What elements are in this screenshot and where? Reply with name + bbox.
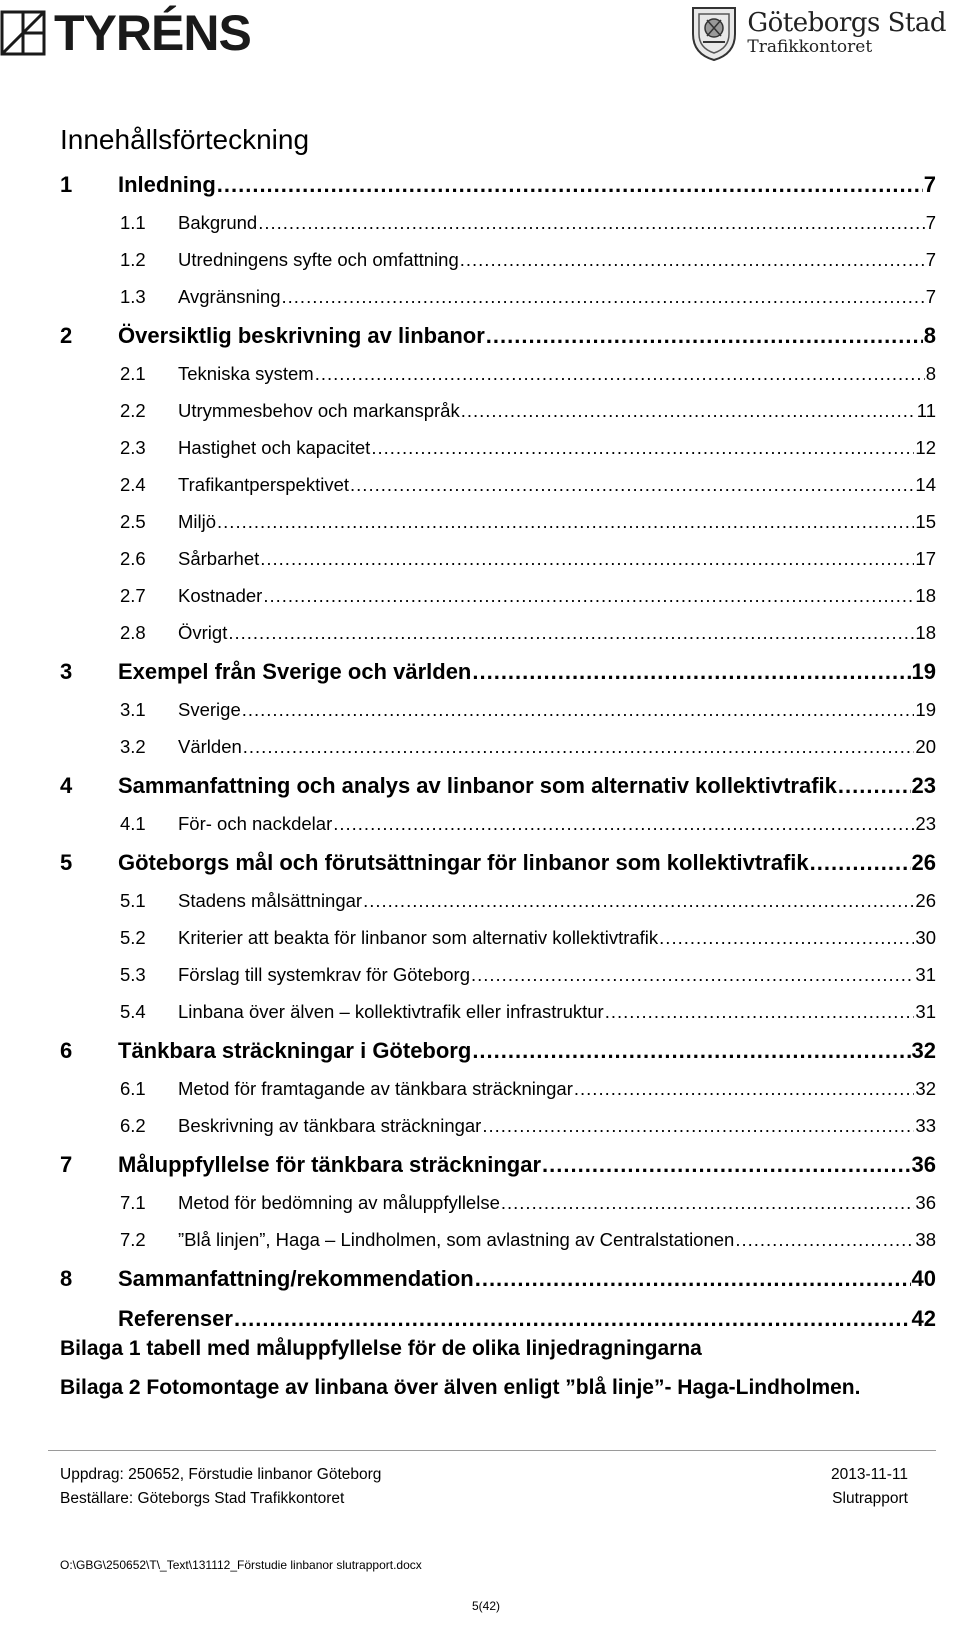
tyrens-mark-icon xyxy=(0,10,46,56)
toc-entry-number: 2.8 xyxy=(120,622,146,643)
toc-entry-page: 7 xyxy=(925,212,936,233)
goteborgs-stad-logo xyxy=(689,2,946,64)
toc-dot-leader xyxy=(574,1078,915,1100)
toc-entry[interactable] xyxy=(60,813,936,850)
toc-entry-number: 2.4 xyxy=(120,474,146,495)
toc-entry-number: 5 xyxy=(60,850,73,875)
toc-entry[interactable] xyxy=(60,249,936,286)
toc-entry-title: Övrigt xyxy=(178,622,228,643)
toc-dot-leader xyxy=(234,1306,911,1332)
toc-entry-title: Tänkbara sträckningar i Göteborg xyxy=(118,1038,472,1063)
toc-dot-leader xyxy=(263,585,914,607)
toc-entry-title: Världen xyxy=(178,736,242,757)
department-name: Trafikkontoret xyxy=(747,37,873,57)
toc-entry-page: 26 xyxy=(915,890,936,911)
toc-entry[interactable] xyxy=(60,323,936,363)
toc-entry-title: Exempel från Sverige och världen xyxy=(118,659,472,684)
footer-divider xyxy=(48,1450,936,1451)
toc-entry-number: 3 xyxy=(60,659,73,684)
toc-entry[interactable] xyxy=(60,363,936,400)
toc-entry[interactable] xyxy=(60,1192,936,1229)
toc-entry-page: 12 xyxy=(915,437,936,458)
toc-dot-leader xyxy=(217,172,923,198)
toc-entry-number: 2.1 xyxy=(120,363,146,384)
toc-entry[interactable] xyxy=(60,1229,936,1266)
toc-entry[interactable] xyxy=(60,400,936,437)
toc-entry-page: 18 xyxy=(915,585,936,606)
toc-entry-number: 6 xyxy=(60,1038,73,1063)
toc-entry-page: 26 xyxy=(911,850,936,875)
toc-entry-title: För- och nackdelar xyxy=(178,813,333,834)
toc-dot-leader xyxy=(258,212,925,234)
toc-entry-title: Metod för bedömning av måluppfyllelse xyxy=(178,1192,500,1213)
toc-entry[interactable] xyxy=(60,1078,936,1115)
toc-entry[interactable] xyxy=(60,1001,936,1038)
toc-entry-title: ”Blå linjen”, Haga – Lindholmen, som avlastning av Centralstationen xyxy=(178,1229,735,1250)
toc-dot-leader xyxy=(486,323,923,349)
page-header xyxy=(0,0,960,70)
footer-date: 2013-11-11 xyxy=(831,1466,908,1483)
toc-entry[interactable] xyxy=(60,1115,936,1152)
toc-dot-leader xyxy=(371,437,914,459)
toc-entry-number: 5.1 xyxy=(120,890,146,911)
toc-entry-page: 19 xyxy=(911,659,936,684)
toc-entry-title: Översiktlig beskrivning av linbanor xyxy=(118,323,485,348)
toc-entry-title: Linbana över älven – kollektivtrafik eller infrastruktur xyxy=(178,1001,604,1022)
toc-entry-number: 2.5 xyxy=(120,511,146,532)
toc-entry-title: Göteborgs mål och förutsättningar för linbanor som kollektivtrafik xyxy=(118,850,809,875)
toc-entry[interactable] xyxy=(60,699,936,736)
toc-entry-title: Förslag till systemkrav för Göteborg xyxy=(178,964,470,985)
toc-dot-leader xyxy=(501,1192,915,1214)
tyrens-logo xyxy=(0,6,251,60)
toc-entry-page: 23 xyxy=(915,813,936,834)
toc-dot-leader xyxy=(260,548,914,570)
toc-entry-title: Kriterier att beakta för linbanor som alternativ kollektivtrafik xyxy=(178,927,659,948)
toc-entry-title: Inledning xyxy=(118,172,216,197)
toc-entry-page: 31 xyxy=(915,964,936,985)
toc-dot-leader xyxy=(475,1266,911,1292)
toc-entry-page: 40 xyxy=(911,1266,936,1291)
toc-entry-page: 7 xyxy=(923,172,936,197)
toc-dot-leader xyxy=(659,927,914,949)
toc-entry-title: Utrymmesbehov och markanspråk xyxy=(178,400,460,421)
toc-entry-page: 7 xyxy=(925,286,936,307)
toc-entry[interactable] xyxy=(60,1266,936,1306)
toc-entry-page: 32 xyxy=(911,1038,936,1063)
toc-entry-page: 7 xyxy=(925,249,936,270)
toc-dot-leader xyxy=(472,1038,910,1064)
toc-entry-page: 14 xyxy=(915,474,936,495)
toc-entry-number: 5.2 xyxy=(120,927,146,948)
toc-entry[interactable] xyxy=(60,474,936,511)
toc-dot-leader xyxy=(735,1229,914,1251)
toc-entry-page: 17 xyxy=(915,548,936,569)
toc-entry-number: 3.1 xyxy=(120,699,146,720)
toc-dot-leader xyxy=(542,1152,910,1178)
toc-entry-title: Bakgrund xyxy=(178,212,258,233)
toc-entry-title: Kostnader xyxy=(178,585,263,606)
toc-entry-page: 19 xyxy=(915,699,936,720)
toc-entry-page: 36 xyxy=(911,1152,936,1177)
table-of-contents xyxy=(60,172,936,1346)
toc-entry-page: 30 xyxy=(915,927,936,948)
toc-entry-page: 31 xyxy=(915,1001,936,1022)
toc-entry-page: 23 xyxy=(911,773,936,798)
toc-entry-number: 2 xyxy=(60,323,73,348)
toc-entry-page: 38 xyxy=(915,1229,936,1250)
toc-dot-leader xyxy=(482,1115,914,1137)
toc-entry-title: Referenser xyxy=(118,1306,233,1331)
toc-entry-title: Måluppfyllelse för tänkbara sträckningar xyxy=(118,1152,542,1177)
footer-doc-type: Slutrapport xyxy=(832,1490,908,1507)
toc-entry-title: Stadens målsättningar xyxy=(178,890,363,911)
toc-entry-title: Avgränsning xyxy=(178,286,281,307)
toc-entry-number: 5.4 xyxy=(120,1001,146,1022)
toc-entry-number: 1.3 xyxy=(120,286,146,307)
toc-entry-page: 42 xyxy=(911,1306,936,1331)
toc-entry[interactable] xyxy=(60,585,936,622)
toc-entry-page: 20 xyxy=(915,736,936,757)
toc-entry[interactable] xyxy=(60,659,936,699)
toc-dot-leader xyxy=(605,1001,915,1023)
appendix-1: Bilaga 1 tabell med måluppfyllelse för de olika linjedragningarna xyxy=(60,1337,702,1360)
toc-entry-number: 2.7 xyxy=(120,585,146,606)
toc-entry-number: 1.2 xyxy=(120,249,146,270)
toc-entry-title: Beskrivning av tänkbara sträckningar xyxy=(178,1115,482,1136)
toc-entry[interactable] xyxy=(60,964,936,1001)
toc-entry-number: 5.3 xyxy=(120,964,146,985)
toc-entry-title: Sårbarhet xyxy=(178,548,260,569)
toc-entry-title: Metod för framtagande av tänkbara sträckningar xyxy=(178,1078,573,1099)
toc-heading: Innehållsförteckning xyxy=(60,124,310,155)
toc-dot-leader xyxy=(363,890,914,912)
toc-entry-page: 32 xyxy=(915,1078,936,1099)
toc-dot-leader xyxy=(461,400,916,422)
toc-entry-page: 36 xyxy=(915,1192,936,1213)
toc-entry[interactable] xyxy=(60,927,936,964)
toc-entry-title: Trafikantperspektivet xyxy=(178,474,350,495)
toc-dot-leader xyxy=(217,511,914,533)
toc-entry-number: 4.1 xyxy=(120,813,146,834)
footer-file-path: O:\GBG\250652\T\_Text\131112_Förstudie linbanor slutrapport.docx xyxy=(60,1558,422,1572)
toc-entry-number: 6.1 xyxy=(120,1078,146,1099)
toc-entry-number: 1.1 xyxy=(120,212,146,233)
toc-entry-number: 7.2 xyxy=(120,1229,146,1250)
toc-dot-leader xyxy=(282,286,925,308)
toc-entry[interactable] xyxy=(60,622,936,659)
toc-dot-leader xyxy=(350,474,914,496)
toc-entry[interactable] xyxy=(60,172,936,212)
toc-entry[interactable] xyxy=(60,736,936,773)
toc-entry-number: 6.2 xyxy=(120,1115,146,1136)
appendix-2: Bilaga 2 Fotomontage av linbana över älven enligt ”blå linje”- Haga-Lindholmen. xyxy=(60,1376,861,1399)
toc-dot-leader xyxy=(242,699,915,721)
toc-entry-title: Tekniska system xyxy=(178,363,314,384)
toc-entry[interactable] xyxy=(60,212,936,249)
toc-entry[interactable] xyxy=(60,437,936,474)
toc-entry-title: Sverige xyxy=(178,699,241,720)
toc-dot-leader xyxy=(472,659,910,685)
city-name: Göteborgs Stad xyxy=(747,8,946,38)
toc-entry-page: 18 xyxy=(915,622,936,643)
toc-entry-page: 33 xyxy=(915,1115,936,1136)
toc-entry-title: Miljö xyxy=(178,511,217,532)
toc-dot-leader xyxy=(471,964,914,986)
toc-entry-title: Hastighet och kapacitet xyxy=(178,437,371,458)
toc-dot-leader xyxy=(810,850,911,876)
toc-dot-leader xyxy=(333,813,914,835)
toc-entry[interactable] xyxy=(60,773,936,813)
toc-entry-title: Sammanfattning/rekommendation xyxy=(118,1266,474,1291)
footer-assignment: Uppdrag: 250652, Förstudie linbanor Göteborg xyxy=(60,1466,382,1483)
toc-dot-leader xyxy=(838,773,911,799)
toc-dot-leader xyxy=(243,736,915,758)
toc-entry-page: 11 xyxy=(916,400,936,421)
city-crest-icon xyxy=(689,4,739,62)
toc-entry-number: 4 xyxy=(60,773,73,798)
toc-dot-leader xyxy=(315,363,925,385)
toc-entry-number: 1 xyxy=(60,172,73,197)
toc-entry-page: 8 xyxy=(923,323,936,348)
toc-entry-number: 2.3 xyxy=(120,437,146,458)
toc-dot-leader xyxy=(228,622,914,644)
toc-entry-number: 3.2 xyxy=(120,736,146,757)
toc-entry-number: 2.2 xyxy=(120,400,146,421)
toc-entry-title: Utredningens syfte och omfattning xyxy=(178,249,459,270)
toc-entry[interactable] xyxy=(60,511,936,548)
toc-entry[interactable] xyxy=(60,1038,936,1078)
toc-entry-title: Sammanfattning och analys av linbanor som alternativ kollektivtrafik xyxy=(118,773,837,798)
tyrens-wordmark: TYRÉNS xyxy=(54,5,251,61)
toc-entry-number: 2.6 xyxy=(120,548,146,569)
toc-entry-number: 8 xyxy=(60,1266,73,1291)
toc-entry-number: 7.1 xyxy=(120,1192,146,1213)
toc-entry-page: 8 xyxy=(925,363,936,384)
toc-entry-page: 15 xyxy=(915,511,936,532)
toc-entry[interactable] xyxy=(60,1152,936,1192)
toc-entry[interactable] xyxy=(60,890,936,927)
toc-entry-number: 7 xyxy=(60,1152,73,1177)
toc-entry[interactable] xyxy=(60,286,936,323)
toc-entry[interactable] xyxy=(60,850,936,890)
footer-page-number: 5(42) xyxy=(472,1599,501,1613)
toc-entry[interactable] xyxy=(60,548,936,585)
toc-dot-leader xyxy=(460,249,925,271)
footer-client: Beställare: Göteborgs Stad Trafikkontoret xyxy=(60,1490,345,1507)
